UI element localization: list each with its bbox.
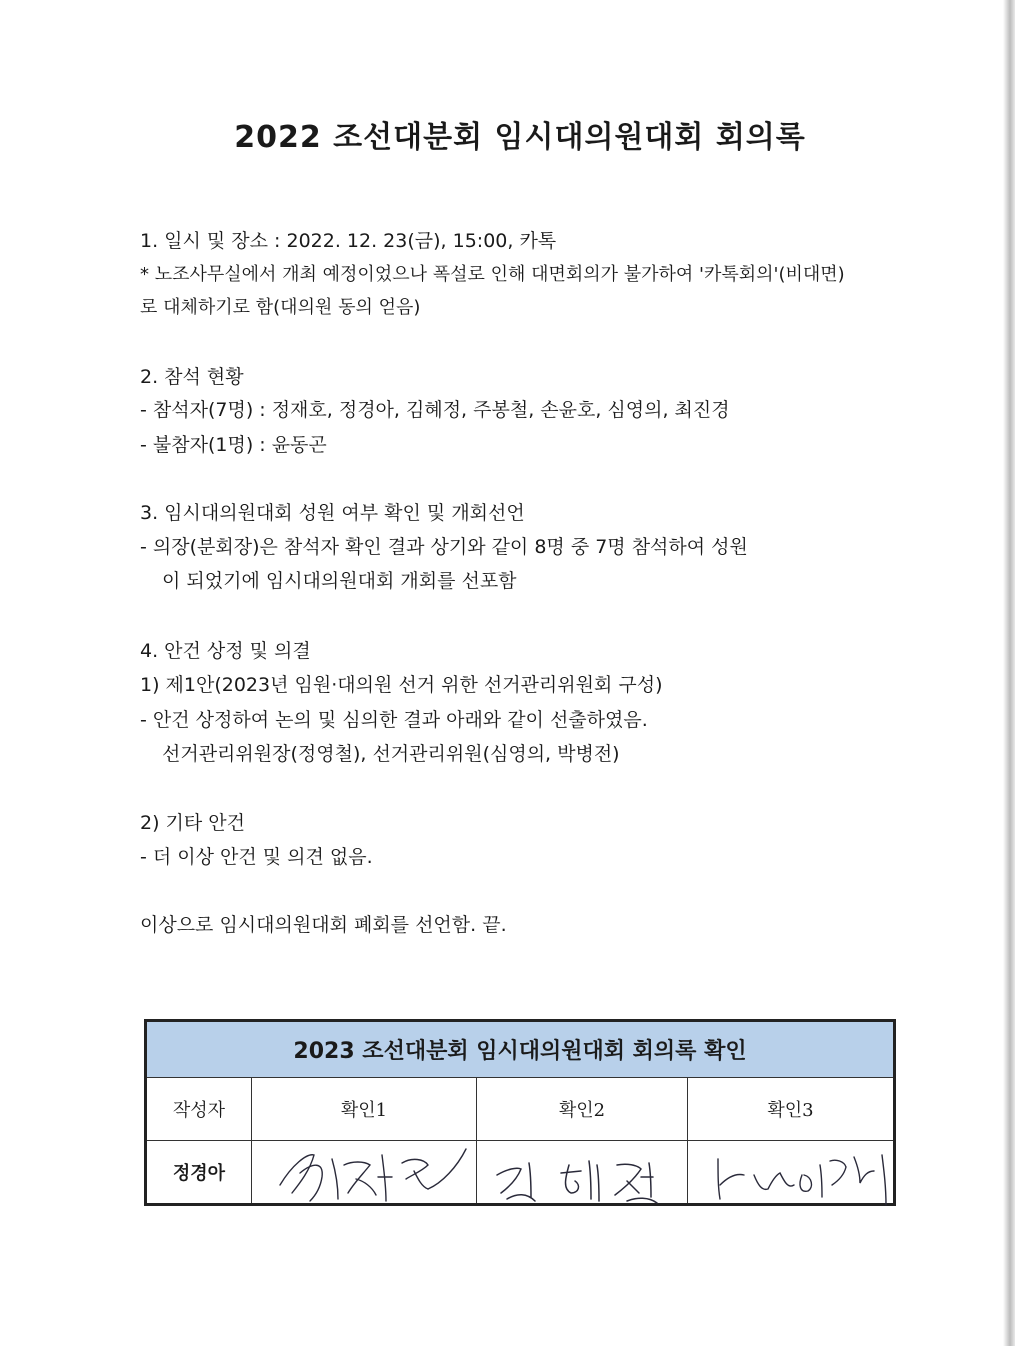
signature-confirm-2 <box>477 1141 688 1205</box>
agenda-item-1-line-2: 선거관리위원장(정영철), 선거관리위원(심영의, 박병전) <box>162 743 620 765</box>
signature-confirm-1 <box>252 1141 477 1205</box>
section-1-note-line-1: * 노조사무실에서 개최 예정이었으나 폭설로 인해 대면회의가 불가하여 '카톡회의'(비대면) <box>140 264 845 285</box>
attendees-line: - 참석자(7명) : 정재호, 정경아, 김혜정, 주봉철, 손윤호, 심영의, 최진경 <box>140 399 730 421</box>
section-3-line-2: 이 되었기에 임시대의원대회 개회를 선포함 <box>162 570 517 592</box>
document-title: 2022 조선대분회 임시대의원대회 회의록 <box>234 120 806 155</box>
agenda-item-2-line-1: - 더 이상 안건 및 의견 없음. <box>140 846 373 868</box>
closing-statement: 이상으로 임시대의원대회 폐회를 선언함. 끝. <box>140 914 507 936</box>
column-confirm-2: 확인2 <box>477 1078 688 1141</box>
agenda-item-1-title: 1) 제1안(2023년 임원·대의원 선거 위한 선거관리위원회 구성) <box>140 674 663 696</box>
agenda-item-1-line-1: - 안건 상정하여 논의 및 심의한 결과 아래와 같이 선출하였음. <box>140 709 648 731</box>
confirmation-table-title: 2023 조선대분회 임시대의원대회 회의록 확인 <box>146 1021 895 1078</box>
signature-2-image <box>477 1135 687 1207</box>
column-confirm-1: 확인1 <box>252 1078 477 1141</box>
signature-confirm-3 <box>688 1141 895 1205</box>
column-confirm-3: 확인3 <box>688 1078 895 1141</box>
signature-3-image <box>688 1135 893 1207</box>
signature-1-image <box>252 1135 476 1207</box>
section-3-line-1: - 의장(분회장)은 참석자 확인 결과 상기와 같이 8명 중 7명 참석하여 성원 <box>140 536 748 558</box>
agenda-item-2-title: 2) 기타 안건 <box>140 812 245 834</box>
section-2-heading: 2. 참석 현황 <box>140 366 244 388</box>
absentees-line: - 불참자(1명) : 윤동곤 <box>140 434 327 456</box>
confirmation-table <box>144 1019 896 1206</box>
section-4-heading: 4. 안건 상정 및 의결 <box>140 640 311 662</box>
section-1-note-line-2: 로 대체하기로 함(대의원 동의 얻음) <box>140 297 421 318</box>
writer-name: 정경아 <box>146 1141 252 1205</box>
column-writer: 작성자 <box>146 1078 252 1141</box>
page-edge-shadow <box>1003 0 1015 1346</box>
section-1-heading: 1. 일시 및 장소 : 2022. 12. 23(금), 15:00, 카톡 <box>140 230 557 252</box>
section-3-heading: 3. 임시대의원대회 성원 여부 확인 및 개회선언 <box>140 502 525 524</box>
